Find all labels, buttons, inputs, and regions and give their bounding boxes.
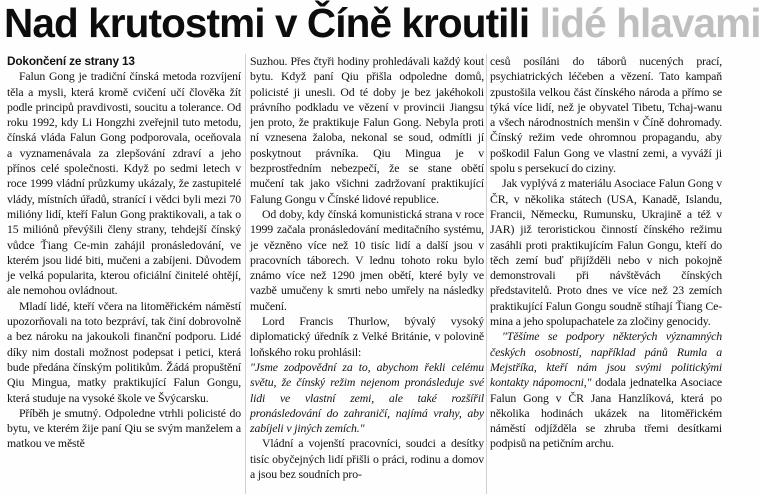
paragraph: Od doby, kdy čínská komunistická strana v roce 1999 začala pronásledování meditačního systému, je vězněno více než 10 tisíc lidí a další jsou v pracovních táborech. V lednu tohoto roku bylo známo více než 1290 jmen obětí, které byly ve vazbě umučeny k smrti nebo umřely na následky mučení. (250, 206, 484, 313)
paragraph: Mladí lidé, kteří včera na litoměřickém náměstí upozorňovali na toto bezpráví, tak činí dobrovolně a bez nároku na jakoukoli finanční podporu. Lidé díky nim dostali možnost podepsat i petici, která bude předána čínským politikům. Žádá propuštění Qiu Mingua, matky praktikující Falun Gongu, která studuje na vysoké škole ve Švýcarsku. (7, 298, 241, 405)
quote-paragraph: "Jsme zodpovědní za to, abychom řekli celému světu, že čínský režim nejenom pronásleduje své lidi ve vlastní zemi, ale také rozšířil pronásledování do zahraničí, najímá vrahy, aby zabíjeli v jiných zemích." (250, 359, 484, 436)
paragraph: Jak vyplývá z materiálu Asociace Falun Gong v ČR, v několika státech (USA, Kanadě, Islandu, Francii, Německu, Rumunsku, Ukrajině a též v JAR) již teroristickou činností čínského režimu zasáhli proti praktikujícím Falun Gongu, kteří do těch zemí buď přijížděli nebo v nich pokojně demonstrovali při návštěvách čínských představitelů. Proto dnes ve více než 23 zemích praktikující Falun Gongu soudně stíhají Ťiang Ce-mina a jeho spolupachatele za zločiny genocidy. (490, 176, 722, 329)
paragraph: Lord Francis Thurlow, bývalý vysoký diplomatický úředník z Velké Británie, v polovině loňského roku prohlásil: (250, 314, 484, 359)
attribution-text: dodala jednatelka Asociace Falun Gong v ČR Jana Hanzlíková, která po několika hodinách ukázek na litoměřickém náměstí odjížděla se zhruba třemi desítkami podpisů na petičním archu. (490, 375, 723, 451)
paragraph: Suzhou. Přes čtyři hodiny prohledávali každý kout bytu. Když paní Qiu přišla odpoledne domů, policisté ji unesli. Od té doby je bez jakéhokoli právního podkladu ve vězení v provincii Jiangsu jen proto, že praktikuje Falun Gong. Nebyla proti ní vznesena žaloba, nekonal se soud, odmítli jí poskytnout právníka. Qiu Mingua je v bezprostředním nebezpečí, že se stane obětí mučení tak jako všichni zadržovaní praktikující Falung Gongu v Čínské lidové republice. (250, 54, 484, 206)
quote-text: "Těšíme se podpory některých významných českých osobností, například pánů Rumla a Mejstříka, kteří nám jsou svými politickými kontakty nápomocni," (490, 329, 722, 390)
paragraph: Vládní a vojenští pracovníci, soudci a desítky tisíc obyčejných lidí přišli o práci, rodinu a domov a jsou bez soudních pro- (250, 436, 484, 482)
article-column-3 (490, 54, 722, 452)
article-column-2 (250, 54, 484, 482)
column-divider (486, 54, 487, 494)
article-column-1 (7, 54, 241, 452)
headline (4, 0, 761, 46)
paragraph: cesů posíláni do táborů nucených prací, psychiatrických léčeben a vězení. Tato kampaň zpustošila velkou část čínského národa a přímo se týká více lidí, než je obyvatel Tibetu, Tchaj-wanu a všech národnostních menšin v Číně dohromady. Čínský režim vede ohromnou propagandu, aby poškodil Falun Gong ve vlastní zemi, a vyváží ji spolu s persekucí do ciziny. (490, 54, 722, 176)
column-divider (245, 54, 246, 494)
paragraph: Příběh je smutný. Odpoledne vtrhli policisté do bytu, ve kterém žije paní Qiu se svým manželem a matkou ve městě (7, 405, 241, 451)
continuation-note: Dokončení ze strany 13 (7, 54, 135, 68)
final-paragraph (490, 329, 722, 451)
headline-main: Nad krutostmi v Číně kroutili (4, 0, 540, 46)
headline-faded: lidé hlavami (539, 0, 761, 46)
paragraph: Falun Gong je tradiční čínská metoda rozvíjení těla a mysli, která kromě cvičení učí člověka žít podle principů pravdivosti, soucitu a tolerance. Od roku 1992, kdy Li Hongzhi zveřejnil tuto metodu, čínská vláda Falun Gong podporovala, oceňovala a vyznamenávala za zlepšování zdraví a jeho přínos celé společnosti. Když po sedmi letech v roce 1999 vládní průzkumy ukázaly, že zastupitelé vlády, místních úřadů, stranící i vědci byli mezi 70 milióny lidí, kteří Falun Gong praktikovali, a tak o 15 miliónů převýšili členy strany, tehdejší čínský vůdce Ťiang Ce-min zahájil pronásledování, ve kterém jsou lidé biti, mučeni a zabíjeni. Důvodem je velká popularita, kterou oficiální činitelé ohtějí, ale nemohou ovládnout. (7, 69, 241, 298)
